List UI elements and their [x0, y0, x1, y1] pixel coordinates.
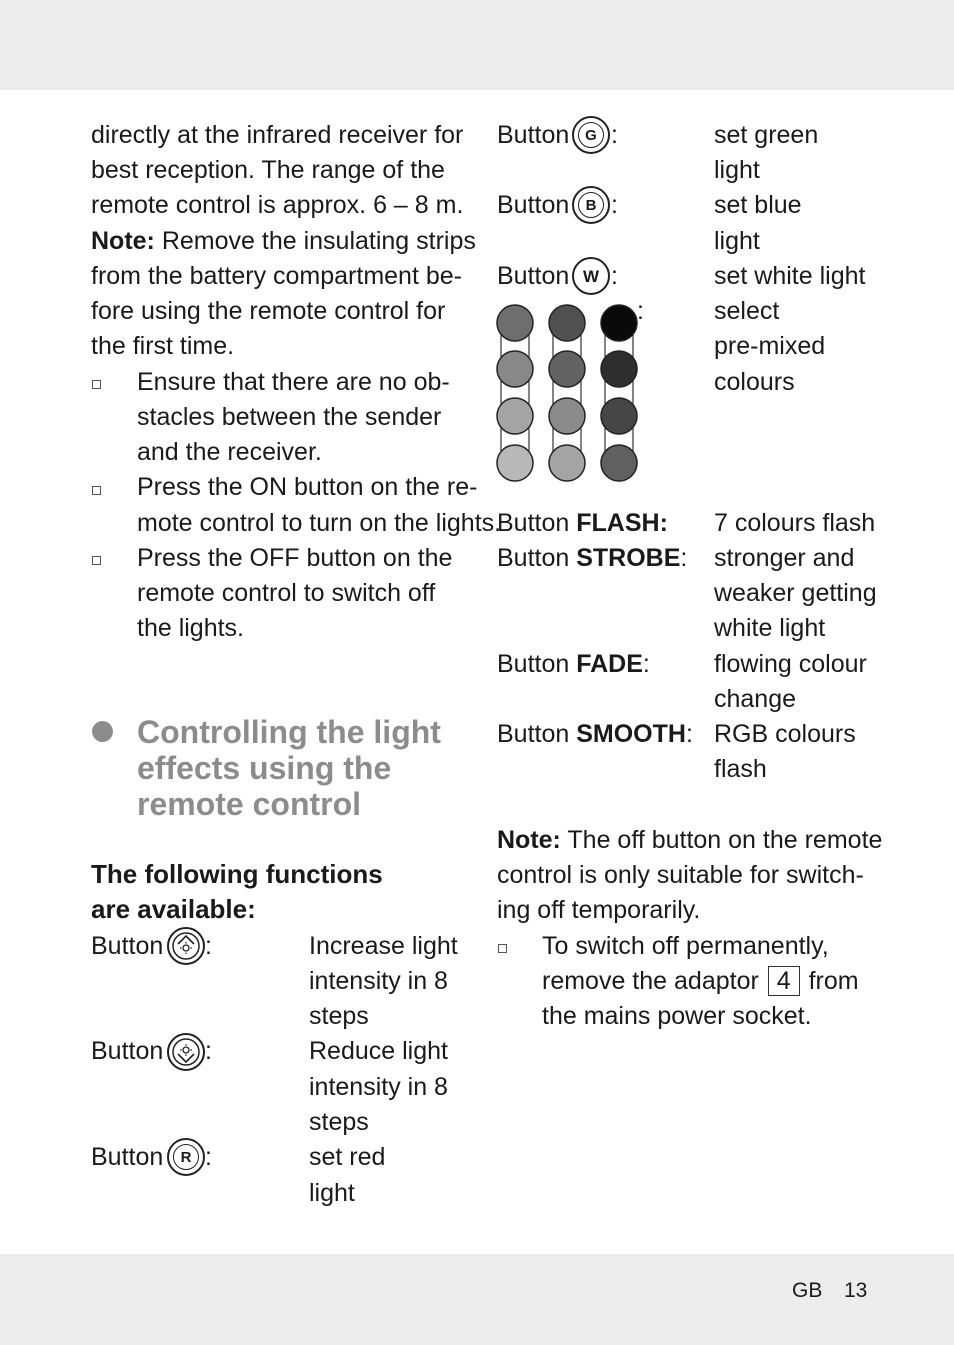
button-word: Button	[497, 720, 570, 748]
premix-colour-button	[601, 351, 637, 387]
flash-mode-label	[497, 506, 668, 541]
section-heading-line-1: Controlling the light	[137, 714, 441, 750]
premix-desc-1: select	[714, 297, 780, 325]
heading-bullet-icon	[92, 721, 113, 742]
red-button-icon	[167, 1138, 205, 1176]
strobe-desc-1: stronger and	[714, 544, 855, 572]
bullet-1-line-3: and the receiver.	[137, 438, 322, 466]
flash-colon: :	[659, 509, 668, 537]
grid-column-rail	[501, 323, 529, 463]
bullet-3-line-2: remote control to switch off	[137, 579, 436, 607]
fade-desc-1: flowing colour	[714, 650, 867, 678]
smooth-desc-2: flash	[714, 755, 767, 783]
strobe-name: STROBE	[576, 544, 681, 572]
premixed-colour-buttons-grid	[494, 302, 644, 492]
right-bullet-line-1: To switch off permanently,	[542, 932, 829, 960]
button-word: Button	[91, 1037, 164, 1065]
button-word: Button	[91, 1143, 164, 1171]
right-note-line-1	[497, 823, 882, 858]
function-2-desc-1: Reduce light	[309, 1037, 448, 1065]
grid-column-rail	[605, 323, 633, 463]
bullet-3-line-1: Press the OFF button on the	[137, 544, 453, 572]
right-bullet-line-2	[542, 964, 859, 999]
button-word: Button	[497, 191, 570, 219]
colon: :	[611, 191, 618, 219]
bullet-1-line-2: stacles between the sender	[137, 403, 442, 431]
brightness-up-icon	[167, 927, 205, 965]
note-line-2: from the battery compartment be-	[91, 262, 462, 290]
right-note-line-2: control is only suitable for switch-	[497, 861, 864, 889]
green-button-label	[497, 118, 569, 153]
colon: :	[611, 121, 618, 149]
function-3-label	[91, 1140, 163, 1175]
button-word: Button	[497, 650, 570, 678]
white-button-letter: W	[582, 266, 600, 286]
blue-button-letter: B	[578, 192, 604, 218]
right-note-text: The off button on the remote	[567, 826, 883, 854]
right-note-line-3: ing off temporarily.	[497, 896, 701, 924]
fade-name: FADE	[576, 650, 643, 678]
right-note-label: Note:	[497, 826, 561, 854]
button-word: Button	[497, 544, 570, 572]
function-1-desc-3: steps	[309, 1002, 369, 1030]
checkbox-bullet-icon	[92, 380, 101, 389]
note-line-3: fore using the remote control for	[91, 297, 446, 325]
smooth-desc-1: RGB colours	[714, 720, 856, 748]
colon: :	[205, 932, 212, 960]
button-word: Button	[497, 262, 570, 290]
green-desc-1: set green	[714, 121, 819, 149]
note-label: Note:	[91, 227, 155, 255]
top-band	[0, 0, 954, 90]
strobe-desc-3: white light	[714, 614, 826, 642]
blue-desc-2: light	[714, 227, 760, 255]
flash-desc-1: 7 colours flash	[714, 509, 876, 537]
grid-column-rail	[553, 323, 581, 463]
smooth-mode-label	[497, 717, 693, 752]
colon: :	[205, 1037, 212, 1065]
function-1-desc-2: intensity in 8	[309, 967, 448, 995]
right-bullet-post: from	[808, 967, 859, 995]
intro-line-1: directly at the infrared receiver for	[91, 121, 464, 149]
smooth-colon: :	[685, 720, 693, 748]
fade-desc-2: change	[714, 685, 797, 713]
footer-page-number: 13	[844, 1279, 868, 1302]
functions-heading-line-1: The following functions	[91, 859, 383, 889]
premix-colour-button	[601, 305, 637, 341]
premix-colour-button	[549, 351, 585, 387]
brightness-down-icon	[167, 1033, 205, 1071]
intro-line-2: best reception. The range of the	[91, 156, 445, 184]
bullet-2-line-2: mote control to turn on the lights.	[137, 509, 502, 537]
section-heading-line-3: remote control	[137, 786, 362, 822]
checkbox-bullet-icon	[498, 944, 507, 953]
function-2-desc-3: steps	[309, 1108, 369, 1136]
blue-button-label	[497, 188, 569, 223]
function-3-desc-2: light	[309, 1179, 355, 1207]
premix-colour-button	[497, 445, 533, 481]
bullet-3-line-3: the lights.	[137, 614, 245, 642]
premix-colour-button	[497, 305, 533, 341]
function-2-desc-2: intensity in 8	[309, 1073, 448, 1101]
intro-line-3: remote control is approx. 6 – 8 m.	[91, 191, 464, 219]
footer-language: GB	[792, 1279, 823, 1302]
colon: :	[637, 297, 644, 325]
premix-colour-button	[497, 398, 533, 434]
flash-name: FLASH	[576, 509, 660, 537]
bullet-2-line-1: Press the ON button on the re-	[137, 473, 478, 501]
strobe-colon: :	[680, 544, 688, 572]
function-3-desc-1: set red	[309, 1143, 386, 1171]
bullet-1-line-1: Ensure that there are no ob-	[137, 368, 450, 396]
blue-button-icon	[572, 186, 610, 224]
function-2-label	[91, 1034, 163, 1069]
white-desc-1: set white light	[714, 262, 866, 290]
right-bullet-line-3: the mains power socket.	[542, 1002, 812, 1030]
note-text: Remove the insulating strips	[161, 227, 476, 255]
fade-mode-label	[497, 647, 650, 682]
premix-colour-button	[549, 398, 585, 434]
blue-desc-1: set blue	[714, 191, 802, 219]
checkbox-bullet-icon	[92, 486, 101, 495]
strobe-mode-label	[497, 541, 687, 576]
button-word: Button	[91, 932, 164, 960]
green-button-letter: G	[578, 122, 604, 148]
premix-desc-3: colours	[714, 368, 795, 396]
adaptor-reference-box: 4	[768, 966, 800, 996]
white-button-icon	[572, 257, 610, 295]
green-button-icon	[572, 116, 610, 154]
colon: :	[205, 1143, 212, 1171]
functions-heading-line-2: are available:	[91, 894, 256, 924]
premix-desc-2: pre-mixed	[714, 332, 826, 360]
checkbox-bullet-icon	[92, 556, 101, 565]
fade-colon: :	[642, 650, 650, 678]
green-desc-2: light	[714, 156, 760, 184]
premix-colour-button	[601, 445, 637, 481]
premix-colour-button	[601, 398, 637, 434]
premix-colour-button	[497, 351, 533, 387]
smooth-name: SMOOTH	[576, 720, 686, 748]
function-1-desc-1: Increase light	[309, 932, 458, 960]
colon: :	[611, 262, 618, 290]
premix-colour-button	[549, 305, 585, 341]
note-line-1	[91, 224, 476, 259]
white-button-label	[497, 259, 569, 294]
button-word: Button	[497, 509, 570, 537]
note-line-4: the first time.	[91, 332, 235, 360]
button-word: Button	[497, 121, 570, 149]
section-heading-line-2: effects using the	[137, 750, 392, 786]
function-1-label	[91, 929, 163, 964]
red-button-letter: R	[173, 1144, 199, 1170]
right-bullet-pre: remove the adaptor	[542, 967, 759, 995]
strobe-desc-2: weaker getting	[714, 579, 877, 607]
premix-colour-button	[549, 445, 585, 481]
